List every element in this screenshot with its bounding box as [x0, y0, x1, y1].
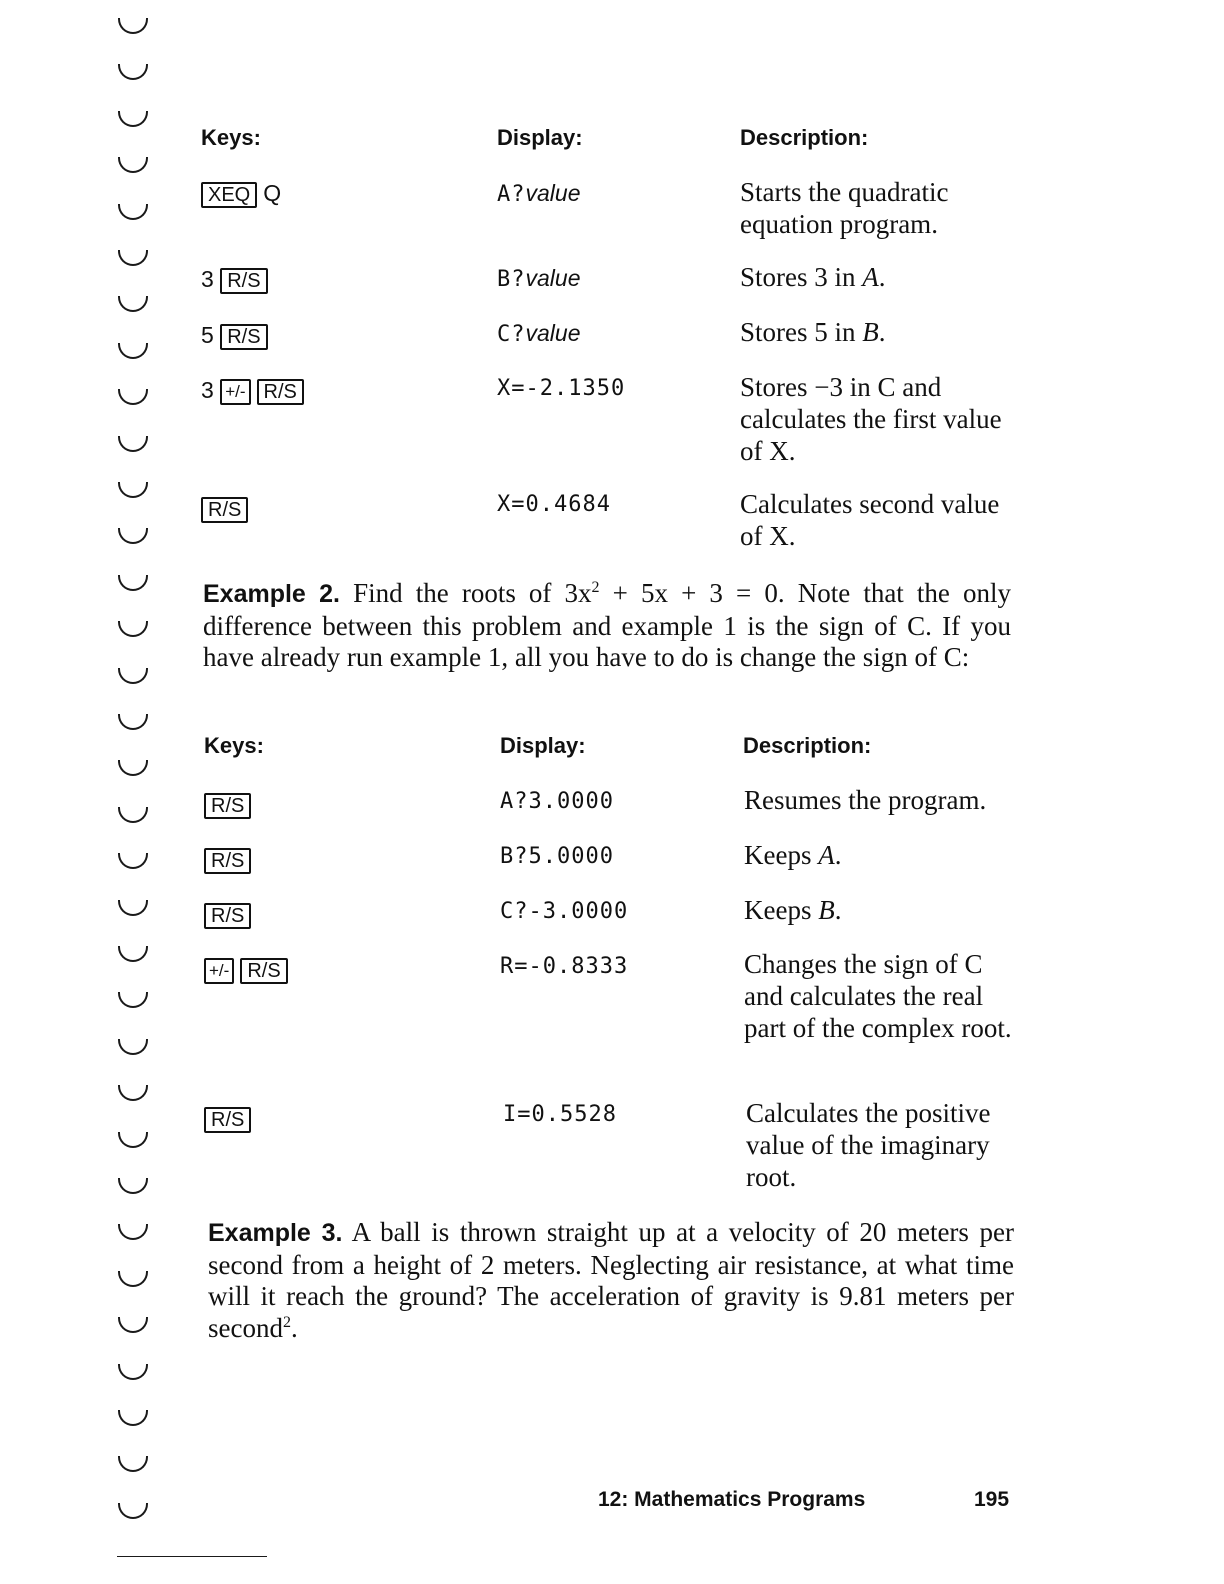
display-cell: X=0.4684 — [497, 492, 611, 517]
spiral-loop — [118, 157, 148, 173]
example-2-label: Example 2. — [203, 580, 340, 608]
spiral-loop — [118, 946, 148, 962]
display-text: B? — [497, 267, 526, 292]
keys-cell — [204, 954, 294, 984]
spiral-loop — [118, 1317, 148, 1333]
description-cell: Stores 3 in A. — [740, 262, 886, 292]
spiral-loop — [118, 1132, 148, 1148]
description-cell: Stores −3 in C and calculates the first value of X. — [740, 372, 1002, 466]
display-text: A? — [497, 182, 526, 207]
keys-cell — [201, 493, 254, 523]
spiral-loop — [118, 621, 148, 637]
key-chs: +/- — [204, 958, 234, 984]
spiral-loop — [118, 111, 148, 127]
spiral-loop — [118, 760, 148, 776]
description-cell: Calculates second value of X. — [740, 489, 1000, 551]
key-chs: +/- — [220, 379, 250, 405]
spiral-loop — [118, 389, 148, 405]
description-header: Description: — [740, 125, 869, 150]
spiral-loop — [118, 64, 148, 80]
example-3-paragraph — [208, 1217, 1014, 1344]
key-rs: R/S — [220, 268, 267, 294]
spiral-loop — [118, 18, 148, 34]
example-2-text: Find the roots of 3x — [353, 578, 592, 608]
keys-header: Keys: — [204, 733, 264, 758]
superscript: 2 — [282, 1313, 291, 1331]
display-cell: R=-0.8333 — [500, 954, 629, 979]
key-rs: R/S — [204, 1107, 251, 1133]
superscript: 2 — [591, 579, 600, 596]
spiral-loop — [118, 807, 148, 823]
spiral-loop — [118, 436, 148, 452]
chapter-footer: 12: Mathematics Programs — [598, 1488, 866, 1511]
keys-cell — [201, 375, 310, 405]
keys-cell — [201, 320, 274, 350]
key-xeq: XEQ — [201, 182, 257, 208]
display-cell: X=-2.1350 — [497, 376, 626, 401]
keys-header: Keys: — [201, 125, 261, 150]
key-rs: R/S — [201, 497, 248, 523]
spiral-binding — [114, 18, 154, 1563]
spiral-loop — [118, 204, 148, 220]
spiral-loop — [118, 250, 148, 266]
keys-cell — [204, 844, 257, 874]
key-rs: R/S — [204, 793, 251, 819]
display-header: Display: — [497, 125, 583, 150]
description-cell: Stores 5 in B. — [740, 317, 886, 347]
key-letter: Q — [263, 180, 282, 206]
keys-cell — [204, 1103, 257, 1133]
key-prefix: 5 — [201, 322, 214, 348]
spiral-loop — [118, 1224, 148, 1240]
key-rs: R/S — [240, 958, 287, 984]
example-2-text-cont: + 5x + 3 = 0. Note that the only difference between this problem and example 1 is the sign of C. If you have already run example 1, all you have to do is change the sign of C: — [203, 578, 1012, 672]
spiral-loop — [118, 1503, 148, 1519]
spiral-loop — [118, 668, 148, 684]
display-text: C? — [497, 322, 526, 347]
example-3-label: Example 3. — [208, 1219, 343, 1247]
spiral-loop — [118, 528, 148, 544]
display-cell — [497, 263, 580, 295]
example-2-paragraph — [203, 578, 1011, 674]
keys-cell — [204, 899, 257, 929]
description-cell: Keeps A. — [744, 840, 842, 870]
display-cell: C?-3.0000 — [500, 899, 629, 924]
spiral-loop — [118, 1456, 148, 1472]
example-3-text: A ball is thrown straight up at a velocity of 20 meters per second from a height of 2 meters. Neglecting air resistance, at what time will it reach the ground? The acceleration of gravity is 9.81 meters per second — [208, 1217, 1014, 1343]
spiral-loop — [118, 1085, 148, 1101]
spiral-loop — [118, 482, 148, 498]
display-cell: A?3.0000 — [500, 789, 614, 814]
description-cell: Resumes the program. — [744, 785, 987, 815]
keys-cell — [201, 178, 281, 208]
description-cell: Changes the sign of C and calculates the real part of the complex root. — [744, 949, 1012, 1043]
display-cell — [497, 318, 580, 350]
spiral-loop — [118, 1178, 148, 1194]
description-cell: Calculates the positive value of the imaginary root. — [746, 1098, 991, 1192]
display-cell: B?5.0000 — [500, 844, 614, 869]
spiral-loop — [118, 1410, 148, 1426]
spiral-loop — [118, 1039, 148, 1055]
description-header: Description: — [743, 733, 872, 758]
spiral-loop — [118, 1364, 148, 1380]
key-rs: R/S — [204, 903, 251, 929]
key-prefix: 3 — [201, 377, 214, 403]
spiral-loop — [118, 853, 148, 869]
display-italic: value — [525, 320, 581, 346]
key-rs: R/S — [220, 324, 267, 350]
key-rs: R/S — [204, 848, 251, 874]
keys-cell — [204, 789, 257, 819]
spiral-loop — [118, 992, 148, 1008]
display-header: Display: — [500, 733, 586, 758]
page-number: 195 — [974, 1488, 1010, 1511]
key-rs: R/S — [257, 379, 304, 405]
keys-cell — [201, 264, 274, 294]
description-cell: Keeps B. — [744, 895, 842, 925]
spiral-loop — [118, 343, 148, 359]
display-cell — [497, 178, 580, 210]
spiral-loop — [118, 296, 148, 312]
display-cell: I=0.5528 — [503, 1102, 617, 1127]
spiral-loop — [118, 900, 148, 916]
spiral-loop — [118, 1271, 148, 1287]
display-italic: value — [525, 265, 581, 291]
description-cell: Starts the quadratic equation program. — [740, 177, 949, 239]
binder-line — [117, 1556, 267, 1557]
spiral-loop — [118, 575, 148, 591]
key-prefix: 3 — [201, 266, 214, 292]
display-italic: value — [525, 180, 581, 206]
spiral-loop — [118, 714, 148, 730]
example-3-text-end: . — [290, 1312, 298, 1343]
